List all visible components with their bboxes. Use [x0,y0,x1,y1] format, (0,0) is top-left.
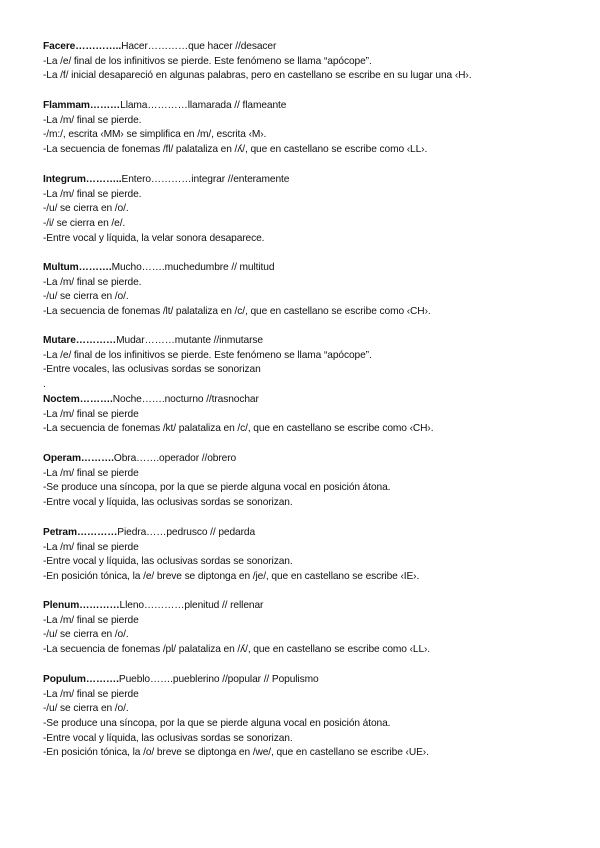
note-line: -La /f/ inicial desapareció en algunas palabras, pero en castellano se escribe en su lugar una ‹H›. [43,70,472,82]
latin-word: Populum………. [43,674,119,685]
note-line: -La /m/ final se pierde. [43,276,142,288]
note-line: -En posición tónica, la /o/ breve se diptonga en /we/, que en castellano se escribe ‹UE›. [43,747,429,759]
latin-word: Plenum………… [43,600,120,611]
note-line: -La /m/ final se pierde [43,408,139,420]
note-line: -/m:/, escrita ‹MM› se simplifica en /m/, escrita ‹M›. [43,129,267,141]
note-line: -/i/ se cierra en /e/. [43,218,126,230]
entry-multum [43,261,583,320]
note-line: -Entre vocal y líquida, las oclusivas sordas se sonorizan. [43,556,293,568]
note-line: -/u/ se cierra en /o/. [43,291,129,303]
note-line: . [43,379,46,391]
note-line: -La /e/ final de los infinitivos se pierde. Este fenómeno se llama “apócope”. [43,349,372,361]
derived-words: Lleno…………plenitud // rellenar [119,600,264,611]
derived-words: Entero…………integrar //enteramente [121,174,290,185]
derived-words: Hacer…………que hacer //desacer [121,41,277,52]
derived-words: Llama…………llamarada // flameante [120,100,287,111]
note-line: -La /m/ final se pierde [43,467,139,479]
latin-word: Multum………. [43,262,112,273]
latin-word: Petram………… [43,527,118,538]
entry-heading [43,599,583,614]
latin-word: Flammam……… [43,100,121,111]
note-line: -La secuencia de fonemas /fl/ palataliza en /ʎ/, que en castellano se escribe como ‹LL›. [43,144,428,156]
note-line: -/u/ se cierra en /o/. [43,203,129,215]
entry-heading [43,526,583,541]
note-line: -/u/ se cierra en /o/. [43,703,129,715]
note-line: -La /m/ final se pierde [43,541,139,553]
note-line: -Se produce una síncopa, por la que se pierde alguna vocal en posición átona. [43,718,391,730]
entry-heading [43,393,583,408]
derived-words: Piedra……pedrusco // pedarda [117,527,256,538]
note-line: -La /e/ final de los infinitivos se pierde. Este fenómeno se llama “apócope”. [43,55,372,67]
note-line: -La secuencia de fonemas /pl/ palataliza en /ʎ/, que en castellano se escribe como ‹LL›. [43,644,431,656]
entry-mutare [43,334,583,393]
entry-heading [43,673,583,688]
latin-word: Operam………. [43,453,114,464]
entry-flammam [43,99,583,158]
note-line: -La /m/ final se pierde [43,614,139,626]
latin-word: Facere………….. [43,41,122,52]
note-line: -La secuencia de fonemas /lt/ palataliza en /c/, que en castellano se escribe como ‹CH›. [43,306,431,318]
note-line: -La /m/ final se pierde. [43,114,142,126]
entry-heading [43,334,583,349]
note-line: -En posición tónica, la /e/ breve se diptonga en /je/, que en castellano se escribe ‹IE›. [43,571,420,583]
entry-heading [43,99,583,114]
note-line: -Entre vocal y líquida, las oclusivas sordas se sonorizan. [43,497,293,509]
note-line: -Entre vocal y líquida, la velar sonora desaparece. [43,232,265,244]
entry-heading [43,173,583,188]
entry-populum [43,673,583,761]
latin-word: Integrum……….. [43,174,122,185]
derived-words: Mucho…….muchedumbre // multitud [111,262,275,273]
entry-noctem [43,393,583,437]
entry-facere [43,40,583,84]
entry-petram [43,526,583,585]
entry-operam [43,452,583,511]
entry-plenum [43,599,583,658]
note-line: -/u/ se cierra en /o/. [43,629,129,641]
derived-words: Obra…….operador //obrero [113,453,237,464]
note-line: -La /m/ final se pierde. [43,188,142,200]
note-line: -Se produce una síncopa, por la que se pierde alguna vocal en posición átona. [43,482,391,494]
entry-heading [43,40,583,55]
entry-heading [43,261,583,276]
note-line: -La /m/ final se pierde [43,688,139,700]
latin-word: Noctem………. [43,394,113,405]
derived-words: Pueblo…….pueblerino //popular // Populismo [118,674,319,685]
note-line: -La secuencia de fonemas /kt/ palataliza en /c/, que en castellano se escribe como ‹CH›. [43,423,434,435]
entry-heading [43,452,583,467]
derived-words: Noche…….nocturno //trasnochar [112,394,259,405]
latin-word: Mutare………… [43,335,117,346]
note-line: -Entre vocales, las oclusivas sordas se sonorizan [43,364,261,376]
note-line: -Entre vocal y líquida, las oclusivas sordas se sonorizan. [43,732,293,744]
derived-words: Mudar………mutante //inmutarse [116,335,263,346]
entry-integrum [43,173,583,246]
